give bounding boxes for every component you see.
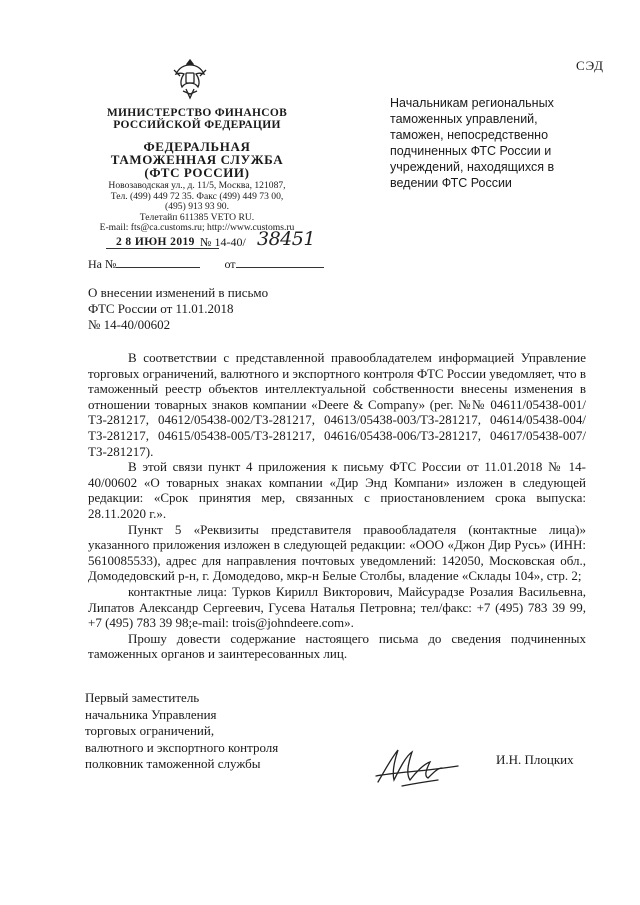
service-name-line2: ТАМОЖЕННАЯ СЛУЖБА <box>110 152 284 167</box>
signer-title-line: Первый заместитель <box>85 690 200 705</box>
org-email: E-mail: fts@ca.customs.ru; http://www.customs.ru <box>99 222 295 233</box>
registration-date: 2 8 ИЮН 2019 <box>116 236 195 248</box>
signer-title-line: полковник таможенной службы <box>85 756 261 771</box>
addressee-line: подчиненных ФТС России и <box>390 144 552 158</box>
org-teletype: Телетайп 611385 VETO RU. <box>139 211 255 223</box>
service-name-line1: ФЕДЕРАЛЬНАЯ <box>143 139 251 154</box>
signer-title <box>85 690 278 773</box>
signer-title-line: валютного и экспортного контроля <box>85 739 279 755</box>
org-phones: Тел. (499) 449 72 35. Факс (499) 449 73 00, <box>110 190 284 202</box>
org-contacts <box>88 181 306 234</box>
service-header <box>88 140 306 179</box>
reference-number-blank <box>116 257 200 268</box>
subject-line: О внесении изменений в письмо <box>88 285 269 300</box>
ministry-name-line2: РОССИЙСКОЙ ФЕДЕРАЦИИ <box>113 119 281 131</box>
body-paragraph: В соответствии с представленной правообладателем информацией Управление торговых ограничений, валютного и экспортного контроля ФТС России уведомляет, что в таможенный реестр объектов интеллектуальной собственности внесены изменения в отношении товарных знаков компании «Deere & Company» (рег. №№ 04611/05438-001/ТЗ-281217, 04612/05438-002/ТЗ-281217, 04613/05438-003/ТЗ-281217, 04614/05438-004/ТЗ-281217, 04615/05438-005/ТЗ-281217, 04616/05438-006/ТЗ-281217, 04617/05438-007/ТЗ-281217). <box>88 350 586 459</box>
signer-title-line: торговых ограничений, <box>85 723 215 738</box>
reference-row <box>88 257 324 272</box>
reference-date-label: от <box>224 257 236 271</box>
signer-title-line: начальника Управления <box>85 706 217 722</box>
subject-line: ФТС России от 11.01.2018 <box>88 301 234 316</box>
subject-line: № 14-40/00602 <box>88 317 171 332</box>
handwritten-signature <box>372 742 462 794</box>
registration-number-prefix: № 14-40/ <box>200 235 246 249</box>
letter-subject <box>88 285 268 333</box>
sed-stamp: СЭД <box>575 58 604 73</box>
body-paragraph: Прошу довести содержание настоящего письма до сведения подчиненных таможенных органов и заинтересованных лиц. <box>88 630 586 662</box>
signer-name: И.Н. Плоцких <box>496 752 574 767</box>
ministry-header <box>88 107 306 131</box>
registration-number-handwritten: 38451 <box>257 228 315 250</box>
coat-of-arms-icon <box>170 56 210 102</box>
org-address: Новозаводская ул., д. 11/5, Москва, 121087, <box>108 180 286 191</box>
addressee-line: ведении ФТС России <box>390 176 512 190</box>
addressee-line: таможен, непосредственно <box>390 128 549 142</box>
reference-number-label: На № <box>88 257 117 271</box>
reference-date-blank <box>236 257 324 268</box>
service-name-line3: (ФТС РОССИИ) <box>144 165 250 180</box>
org-phones-2: (495) 913 93 90. <box>165 201 229 212</box>
ministry-name-line1: МИНИСТЕРСТВО ФИНАНСОВ <box>106 107 288 119</box>
letter-body <box>88 350 586 662</box>
addressee-block <box>390 95 600 191</box>
body-paragraph: контактные лица: Турков Кирилл Викторович, Майсурадзе Розалия Васильевна, Липатов Александр Сергеевич, Гусева Наталья Петровна; тел/факс: +7 (495) 783 39 99, +7 (495) 783 39 98;e-mail: trois@johndeere.com». <box>88 583 586 631</box>
body-paragraph: Пункт 5 «Реквизиты представителя правообладателя (контактные лица)» указанного приложения изложен в следующей редакции: «ООО «Джон Дир Русь» (ИНН: 5610085533), адрес для направления почтовых уведомлений: 142050, Московская обл., Домодедовский р-н, г. Домодедово, мкр-н Белые Столбы, владение «Склады 104», стр. 2; <box>88 521 586 584</box>
addressee-line: учреждений, находящихся в <box>390 160 555 174</box>
addressee-line: Начальникам региональных <box>390 96 554 110</box>
body-paragraph: В этой связи пункт 4 приложения к письму ФТС России от 11.01.2018 № 14-40/00602 «О товарных знаках компании «Дир Энд Компани» изложен в следующей редакции: «Срок принятия мер, связанных с приостановлением срока выпуска: 28.11.2020 г.». <box>88 459 586 521</box>
addressee-line: таможенных управлений, <box>390 112 538 126</box>
